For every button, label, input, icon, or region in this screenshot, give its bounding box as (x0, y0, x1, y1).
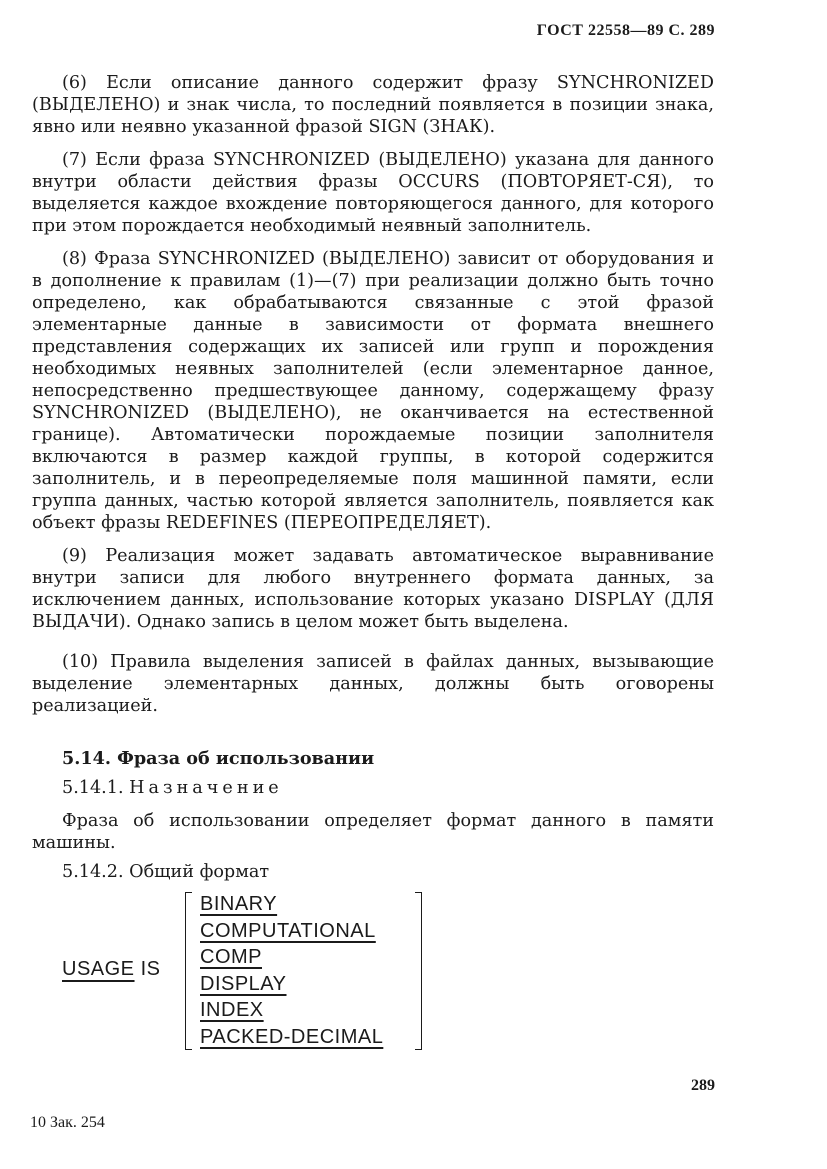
left-brace (185, 892, 192, 1050)
section-title: Фраза об использовании (117, 748, 375, 769)
body-text (32, 72, 714, 728)
subsection-purpose-heading (62, 778, 283, 798)
subsection-title: Назначение (129, 778, 283, 798)
print-footer: 10 Зак. 254 (30, 1114, 105, 1131)
paragraph-9: (9) Реализация может задавать автоматическое выравнивание внутри записи для любого внутреннего формата данных, за исключением данных, использование которых указано DISPLAY (ДЛЯ ВЫДАЧИ). Однако запись в целом может быть выделена. (32, 546, 714, 632)
section-heading (62, 748, 374, 769)
paragraph-6: (6) Если описание данного содержит фразу SYNCHRONIZED (ВЫДЕЛЕНО) и знак числа, то последний появляется в позиции знака, явно или неявно указанной фразой SIGN (ЗНАК). (32, 73, 714, 137)
subsection-format-heading: 5.14.2. Общий формат (62, 862, 270, 882)
is-keyword: IS (140, 958, 161, 980)
section-number: 5.14. (62, 748, 111, 769)
right-brace (415, 892, 422, 1050)
paragraph-7: (7) Если фраза SYNCHRONIZED (ВЫДЕЛЕНО) указана для данного внутри области действия фразы OCCURS (ПОВТОРЯЕТ-СЯ), то выделяется каждое вхождение повторяющегося данного, для которого при этом порождается необходимый неявный заполнитель. (32, 150, 714, 236)
paragraph-10: (10) Правила выделения записей в файлах данных, вызывающие выделение элементарных данных, должны быть оговорены реализацией. (32, 652, 714, 716)
option-packed-decimal: PACKED-DECIMAL (200, 1025, 384, 1048)
option-display: DISPLAY (200, 972, 287, 995)
option-binary: BINARY (200, 893, 278, 915)
subsection-number: 5.14.1. (62, 778, 124, 798)
purpose-text: Фраза об использовании определяет формат данного в памяти машины. (32, 811, 714, 853)
option-computational: COMPUTATIONAL (200, 919, 376, 942)
option-comp: COMP (200, 946, 262, 968)
usage-options (200, 891, 383, 1050)
paragraph-8: (8) Фраза SYNCHRONIZED (ВЫДЕЛЕНО) зависит от оборудования и в дополнение к правилам (1)—(7) при реализации должно быть точно определено, как обрабатываются связанные с этой фразой элементарные данные в зависимости от формата внешнего представления содержащих их записей или групп и порождения необходимых неявных заполнителей (если элементарное данное, непосредственно предшествующее данному, содержащему фразу SYNCHRONIZED (ВЫДЕЛЕНО), не оканчивается на естественной границе). Автоматически порождаемые позиции заполнителя включаются в размер каждой группы, в которой содержится заполнитель, и в переопределяемые поля машинной памяти, если группа данных, частью которой является заполнитель, появляется как объект фразы REDEFINES (ПЕРЕОПРЕДЕЛЯЕТ). (32, 249, 714, 533)
page-header: ГОСТ 22558—89 С. 289 (536, 22, 715, 39)
usage-keyword: USAGE (62, 958, 135, 980)
page-number: 289 (691, 1077, 715, 1094)
option-index: INDEX (200, 999, 264, 1021)
usage-clause (62, 958, 161, 981)
